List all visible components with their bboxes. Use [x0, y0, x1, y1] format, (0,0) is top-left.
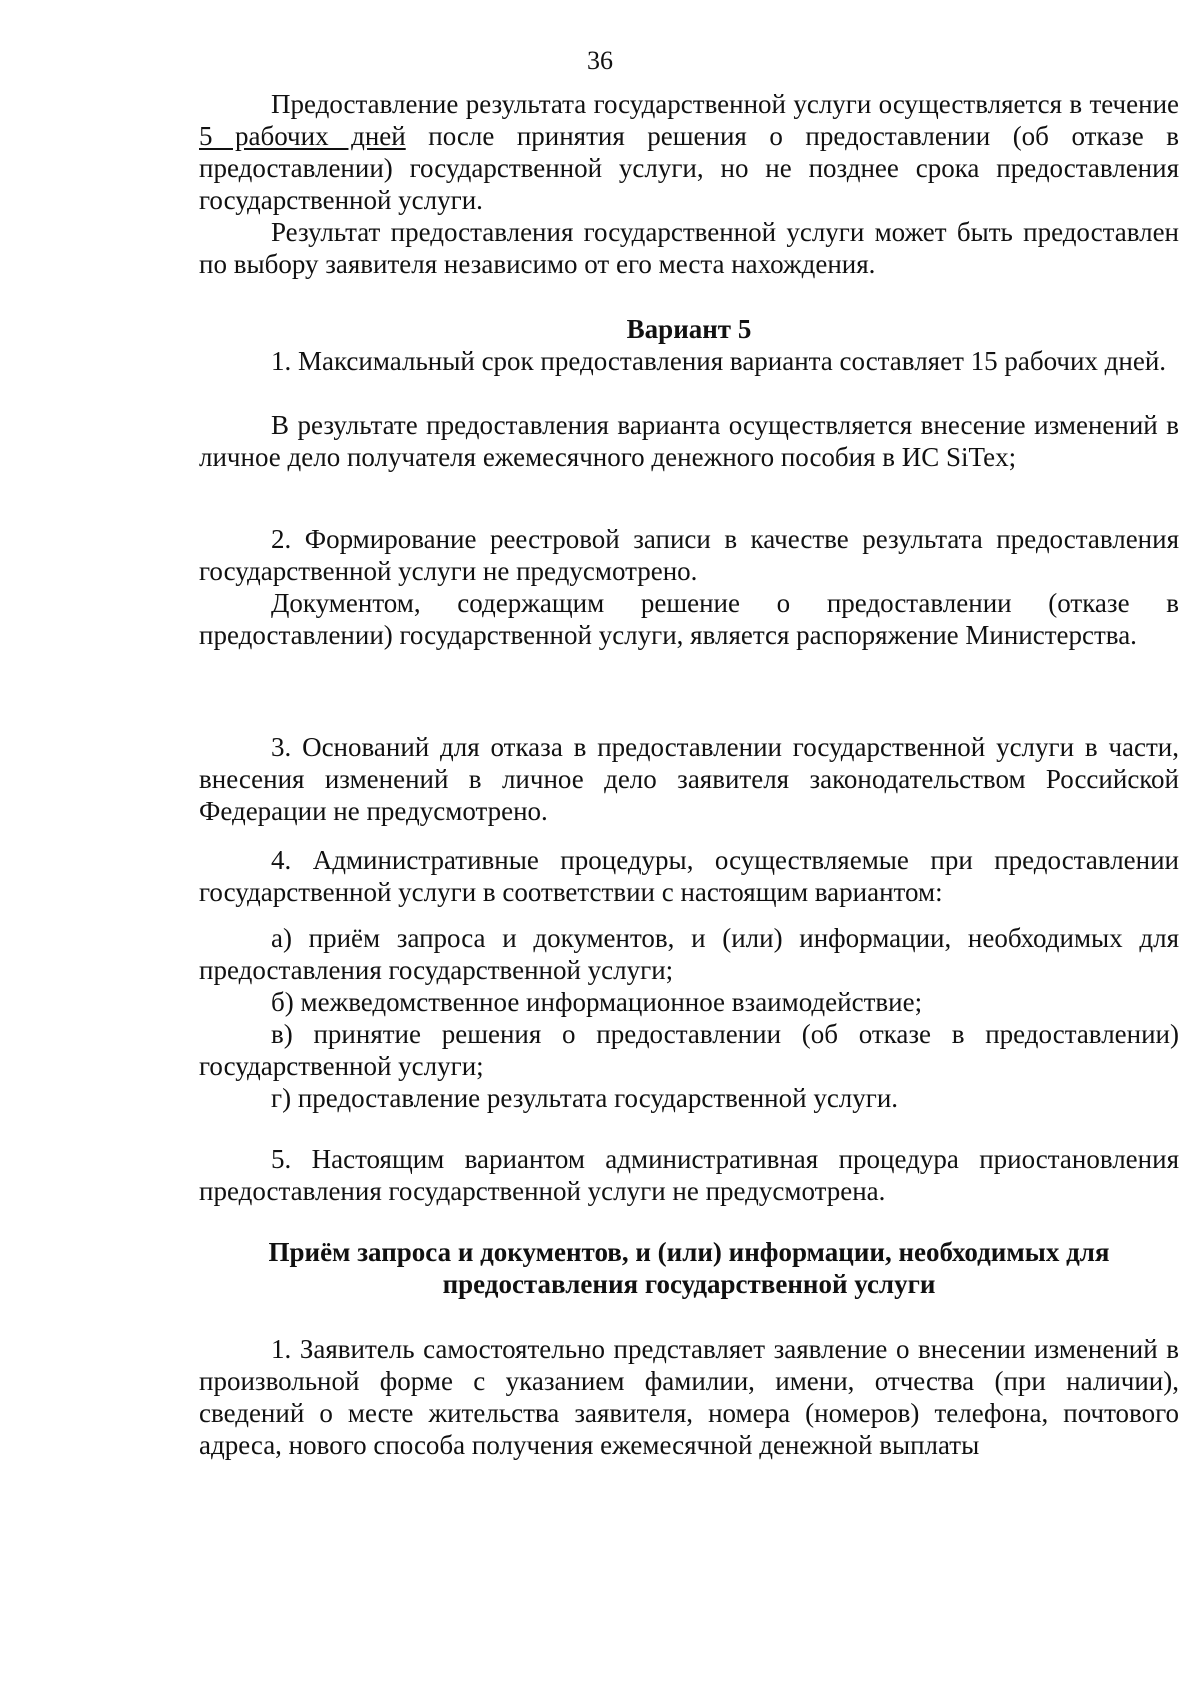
page-number: 36: [587, 46, 613, 75]
list-item-a: а) приём запроса и документов, и (или) информации, необходимых для предоставления государственной услуги;: [199, 923, 1179, 985]
section-heading-line: Приём запроса и документов, и (или) информации, необходимых для: [268, 1237, 1110, 1267]
underlined-deadline: 5 рабочих дней: [199, 121, 406, 151]
paragraph-result-choice: Результат предоставления государственной услуги может быть предоставлен по выбору заявителя независимо от его места нахождения.: [199, 217, 1179, 279]
paragraph-registry-record: 2. Формирование реестровой записи в качестве результата предоставления государственной услуги не предусмотрено.: [199, 524, 1179, 586]
list-item-v: в) принятие решения о предоставлении (об отказе в предоставлении) государственной услуги;: [199, 1019, 1179, 1081]
list-item-b: б) межведомственное информационное взаимодействие;: [271, 987, 923, 1017]
variant-heading: Вариант 5: [626, 314, 752, 344]
paragraph-procedures: 4. Административные процедуры, осуществляемые при предоставлении государственной услуги в соответствии с настоящим вариантом:: [199, 845, 1179, 907]
paragraph-applicant-request: 1. Заявитель самостоятельно представляет заявление о внесении изменений в произвольной форме с указанием фамилии, имени, отчества (при наличии), сведений о месте жительства заявителя, номера (номеров) телефона, почтового адреса, нового способа получения ежемесячной денежной выплаты: [199, 1334, 1179, 1460]
paragraph-variant-result: В результате предоставления варианта осуществляется внесение изменений в личное дело получателя ежемесячного денежного пособия в ИС SiTex;: [199, 410, 1179, 472]
paragraph-refusal-grounds: 3. Оснований для отказа в предоставлении государственной услуги в части, внесения изменений в личное дело заявителя законодательством Российской Федерации не предусмотрено.: [199, 732, 1179, 826]
section-heading-line: предоставления государственной услуги: [442, 1269, 936, 1299]
paragraph-text: после принятия решения о предоставлении (об отказе в предоставлении) государственной услуги, но не позднее срока предоставления государственной услуги.: [199, 121, 1179, 215]
paragraph-result-delivery: [199, 88, 1179, 216]
list-item-g: г) предоставление результата государственной услуги.: [271, 1083, 899, 1113]
paragraph-max-term: 1. Максимальный срок предоставления варианта составляет 15 рабочих дней.: [271, 346, 1167, 376]
paragraph-decision-document: Документом, содержащим решение о предоставлении (отказе в предоставлении) государственной услуги, является распоряжение Министерства.: [199, 588, 1179, 650]
paragraph-suspension: 5. Настоящим вариантом административная процедура приостановления предоставления государственной услуги не предусмотрена.: [199, 1144, 1179, 1206]
paragraph-text: Предоставление результата государственной услуги осуществляется в течение: [271, 89, 1179, 119]
section-heading: [199, 1236, 1179, 1300]
